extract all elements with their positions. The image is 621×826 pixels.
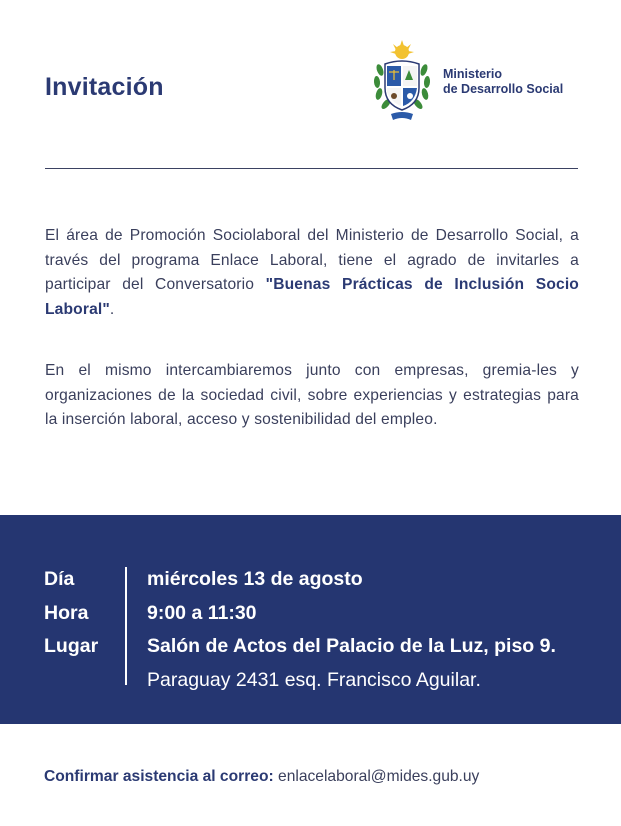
address-value: Paraguay 2431 esq. Francisco Aguilar. [147, 668, 481, 691]
hour-value: 9:00 a 11:30 [147, 601, 257, 624]
ministry-name-line2: de Desarrollo Social [443, 81, 564, 96]
rsvp-email[interactable]: enlacelaboral@mides.gub.uy [278, 768, 480, 785]
rsvp-label: Confirmar asistencia al correo: [44, 768, 274, 785]
intro-text: El área de Promoción Sociolaboral del Ministerio de Desarrollo Social, a través del programa Enlace Laboral, tiene el agrado de invitarles a participar del Conversatorio [45, 227, 579, 294]
place-value: Salón de Actos del Palacio de la Luz, piso 9. [147, 635, 556, 657]
header-divider [45, 168, 578, 169]
ministry-logo [371, 40, 578, 124]
day-label: Día [44, 568, 75, 590]
intro-end: . [109, 300, 115, 318]
page-title: Invitación [45, 73, 164, 101]
details-divider [125, 567, 127, 685]
place-label: Lugar [44, 635, 99, 657]
event-details-band [0, 515, 621, 724]
ministry-name-line1: Ministerio [443, 67, 503, 81]
event-labels [44, 563, 98, 664]
event-name: "Buenas Prácticas de Inclusión Socio Laboral" [45, 276, 579, 318]
header [45, 40, 578, 130]
coat-of-arms-icon [371, 40, 433, 124]
ministry-name [443, 67, 563, 96]
day-value: miércoles 13 de agosto [147, 568, 363, 590]
rsvp-line [44, 768, 479, 786]
hour-label: Hora [44, 601, 89, 624]
description-paragraph: En el mismo intercambiaremos junto con empresas, gremia-les y organizaciones de la sociedad civil, sobre experiencias y estrategias para la inserción laboral, acceso y sostenibilidad del empleo. [45, 362, 579, 429]
event-values [147, 563, 556, 697]
intro-paragraph [45, 224, 579, 322]
